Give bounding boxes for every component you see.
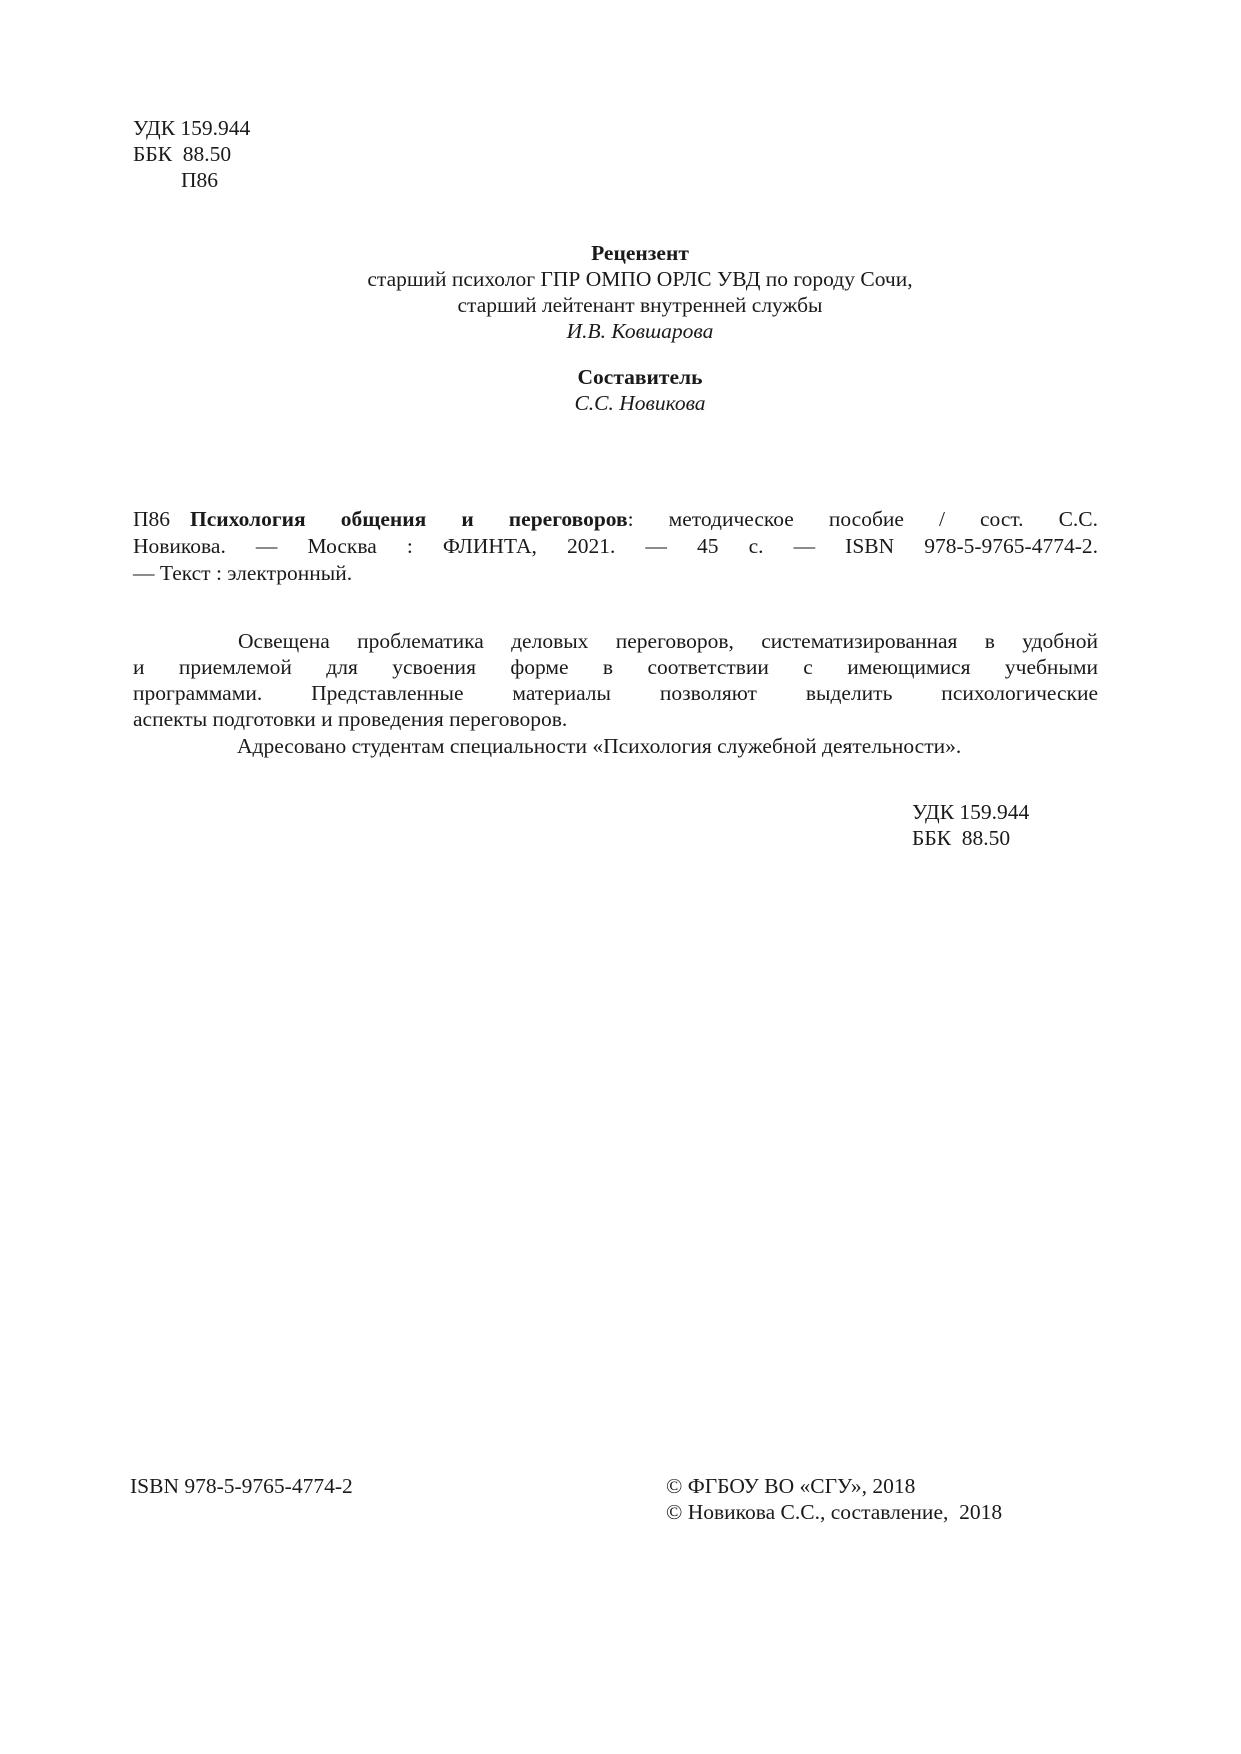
biblio-line-1 — [190, 506, 1098, 533]
compiler-block — [320, 364, 960, 416]
annotation — [190, 628, 1098, 654]
copyright-block — [666, 1473, 1002, 1525]
annotation-line-1: Освещена проблематика деловых переговоров, систематизированная в удобной — [238, 629, 1098, 653]
bbk-code: ББК 88.50 — [133, 142, 232, 166]
reviewer-name: И.В. Ковшарова — [566, 319, 714, 343]
copyright-compiler: © Новикова С.С., составление, 2018 — [666, 1500, 1003, 1524]
book-title: Психология общения и переговоров — [190, 507, 628, 531]
bbk-code-bottom: ББК 88.50 — [912, 826, 1011, 850]
reviewer-block — [320, 240, 960, 344]
classification-codes-bottom — [912, 799, 1029, 851]
annotation-line-2: и приемлемой для усвоения форме в соответствии с имеющимися учебными — [133, 655, 1098, 679]
biblio-line-2: Новикова. — Москва : ФЛИНТА, 2021. — 45 с. — ISBN 978-5-9765-4774-2. — [133, 534, 1098, 558]
biblio-index: П86 — [133, 507, 171, 531]
biblio-line-3: — Текст : электронный. — [133, 561, 353, 585]
biblio-entry — [190, 506, 1098, 533]
udk-code-bottom: УДК 159.944 — [912, 800, 1030, 824]
compiler-name: С.С. Новикова — [574, 391, 706, 415]
classification-codes-top — [133, 115, 250, 193]
reviewer-position: старший психолог ГПР ОМПО ОРЛС УВД по городу Сочи, — [367, 267, 913, 291]
annotation-line-3: программами. Представленные материалы позволяют выделить психологические — [133, 681, 1098, 705]
biblio-line-1-rest: : методическое пособие / сост. С.С. — [627, 507, 1098, 531]
compiler-heading: Составитель — [577, 365, 703, 389]
author-sign: П86 — [181, 168, 219, 192]
reviewer-heading: Рецензент — [591, 241, 689, 265]
udk-code: УДК 159.944 — [133, 116, 251, 140]
reviewer-rank: старший лейтенант внутренней службы — [457, 293, 823, 317]
annotation-line-4: аспекты подготовки и проведения переговоров. — [133, 707, 568, 731]
annotation-paragraph-2: Адресовано студентам специальности «Психология служебной деятельности». — [237, 734, 962, 758]
isbn: ISBN 978-5-9765-4774-2 — [130, 1474, 353, 1498]
copyright-publisher: © ФГБОУ ВО «СГУ», 2018 — [666, 1474, 916, 1498]
